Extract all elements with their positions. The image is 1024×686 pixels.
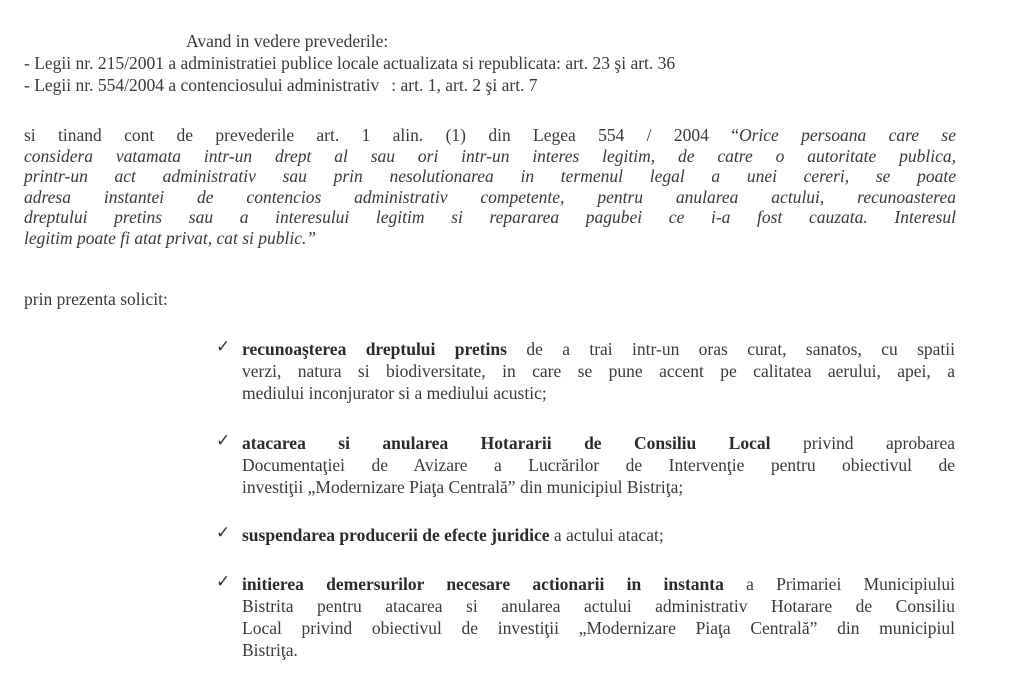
- request-item-line: verzi, natura si biodiversitate, in care se pune accent pe calitatea aerului, apei, a: [242, 361, 955, 381]
- request-item-line: [242, 338, 955, 360]
- request-item-line: Local privind obiectivul de investiţii „Modernizare Piaţa Centrală” din municipiul: [242, 618, 955, 638]
- paragraph-line-italic: legitim poate fi atat privat, cat si public.”: [24, 228, 317, 248]
- paragraph-line: [24, 145, 956, 167]
- request-item-title: recunoaşterea dreptului pretins: [242, 339, 507, 359]
- request-item-line: [242, 573, 955, 595]
- check-icon: ✓: [216, 572, 231, 592]
- paragraph-line: [24, 186, 956, 208]
- request-item-text: privind aprobarea: [770, 433, 955, 453]
- check-icon: ✓: [216, 431, 231, 451]
- check-icon: ✓: [216, 337, 231, 357]
- paragraph-line-text: si tinand cont de prevederile art. 1 alin. (1) din Legea 554 / 2004 “: [24, 125, 739, 145]
- paragraph-line-italic: printr-un act administrativ sau prin nesolutionarea in termenul legal a unei cereri, se poate: [24, 166, 956, 186]
- paragraph-line: [24, 206, 956, 228]
- check-icon: ✓: [216, 523, 231, 543]
- law-reference-2-title: - Legii nr. 554/2004 a contenciosului administrativ: [24, 75, 380, 95]
- request-item-line: Bistriţa.: [242, 640, 298, 660]
- request-item-title: atacarea si anularea Hotararii de Consiliu Local: [242, 433, 771, 453]
- paragraph-line-italic: dreptului pretins sau a interesului legitim si repararea pagubei ce i-a fost cauzata. Interesul: [24, 207, 956, 227]
- request-item-text: a Primariei Municipiului: [723, 574, 955, 594]
- request-item-text: de a trai intr-un oras curat, sanatos, cu spatii: [506, 339, 955, 359]
- request-intro: prin prezenta solicit:: [24, 289, 168, 309]
- paragraph-line: [24, 124, 956, 146]
- law-reference-2: [24, 74, 538, 96]
- paragraph-line-italic: adresa instantei de contencios administrativ competente, pentru anularea actului, recunoasterea: [24, 187, 956, 207]
- request-item-line: Documentaţiei de Avizare a Lucrărilor de Intervenţie pentru obiectivul de: [242, 455, 955, 475]
- request-item-line: [242, 524, 664, 546]
- paragraph-line: [24, 227, 956, 249]
- request-item-line: investiţii „Modernizare Piaţa Centrală” din municipiul Bistriţa;: [242, 477, 684, 497]
- request-item-line: [242, 432, 955, 454]
- paragraph-line: [24, 165, 956, 187]
- request-item-text: a actului atacat;: [549, 525, 664, 545]
- intro-heading: Avand in vedere prevederile:: [186, 31, 389, 51]
- request-item-line: Bistrita pentru atacarea si anularea actului administrativ Hotarare de Consiliu: [242, 596, 955, 616]
- law-reference-2-articles: : art. 1, art. 2 şi art. 7: [391, 75, 538, 95]
- paragraph-line-italic: considera vatamata intr-un drept al sau ori intr-un interes legitim, de catre o autoritate publica,: [24, 146, 956, 166]
- request-item-line: mediului inconjurator si a mediului acustic;: [242, 383, 547, 403]
- request-item-title: initierea demersurilor necesare actionarii in instanta: [242, 574, 724, 594]
- request-item-title: suspendarea producerii de efecte juridice: [242, 525, 550, 545]
- law-reference-1: - Legii nr. 215/2001 a administratiei publice locale actualizata si republicata: art. 23 şi art. 36: [24, 53, 676, 73]
- paragraph-line-italic: Orice persoana care se: [738, 125, 956, 145]
